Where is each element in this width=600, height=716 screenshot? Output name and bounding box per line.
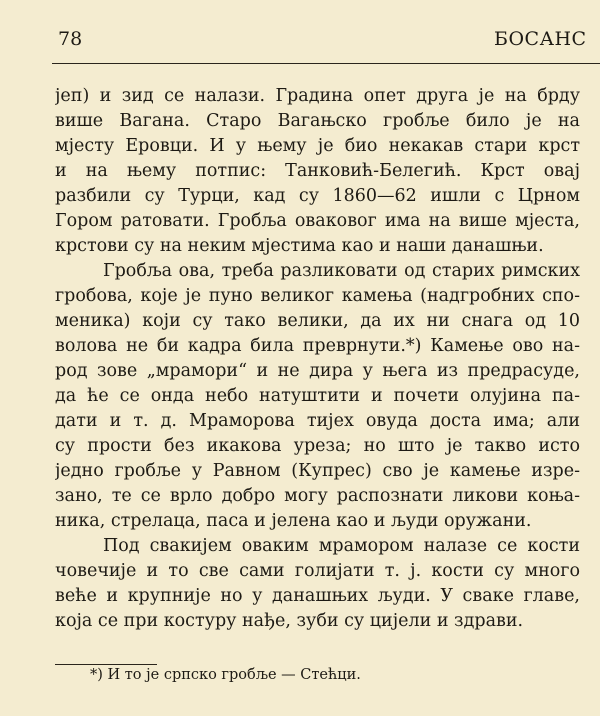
text-line: човечије и то све сами голијати т. ј. кости су много (55, 561, 580, 581)
text-line: веће и крупније но у данашњих људи. У сваке главе, (55, 586, 580, 606)
page-number: 78 (58, 28, 83, 50)
text-line: род зове „мрамори“ и не дира у њега из предрасуде, (55, 361, 580, 381)
header-rule (52, 63, 600, 64)
text-line: зано, те се врло добро могу распознати ликови коња- (55, 486, 580, 506)
text-line: која се при костуру нађе, зуби су цијели и здрави. (55, 611, 524, 631)
paragraph (55, 259, 580, 534)
text-line: разбили су Турци, кад су 1860—62 ишли с Црном (55, 186, 580, 206)
text-line: мјесту Еровци. И у њему је био некакав стари крст (55, 136, 580, 156)
text-line: Гором ратовати. Гробља оваковог има на више мјеста, (55, 211, 580, 231)
text-line: и на њему потпис: Танковић-Белегић. Крст овај (55, 161, 580, 181)
body-text (55, 84, 580, 634)
text-line: једно гробље у Равном (Купрес) сво је камење изре- (55, 461, 580, 481)
running-title: БОСАНС (494, 28, 587, 50)
paragraph (55, 84, 580, 259)
page-header (0, 28, 600, 56)
text-line: меника) који су тако велики, да их ни снага од 10 (55, 311, 580, 331)
paragraph (55, 534, 580, 634)
text-line: да ће се онда небо натуштити и почети олујина па- (55, 386, 580, 406)
text-line: Под свакијем оваким мрамором налазе се кости (103, 536, 580, 556)
text-line: Гробља ова, треба разликовати од старих римских (103, 261, 580, 281)
text-line: крстови су на неким мјестима као и наши данашњи. (55, 236, 544, 256)
text-line: су прости без икакова уреза; но што је такво исто (55, 436, 580, 456)
text-line: ника, стрелаца, паса и јелена као и људи оружани. (55, 511, 532, 531)
text-line: јеп) и зид се налази. Градина опет друга је на брду (55, 86, 580, 106)
footnote: *) И то је српско гробље — Стећци. (90, 667, 361, 683)
text-line: више Вагана. Старо Вагањско гробље било је на (55, 111, 580, 131)
text-line: волова не би кадра била преврнути.*) Камење ово на- (55, 336, 580, 356)
text-line: гробова, које је пуно великог камења (надгробних спо- (55, 286, 580, 306)
text-line: дати и т. д. Мраморова тијех овуда доста има; али (55, 411, 580, 431)
